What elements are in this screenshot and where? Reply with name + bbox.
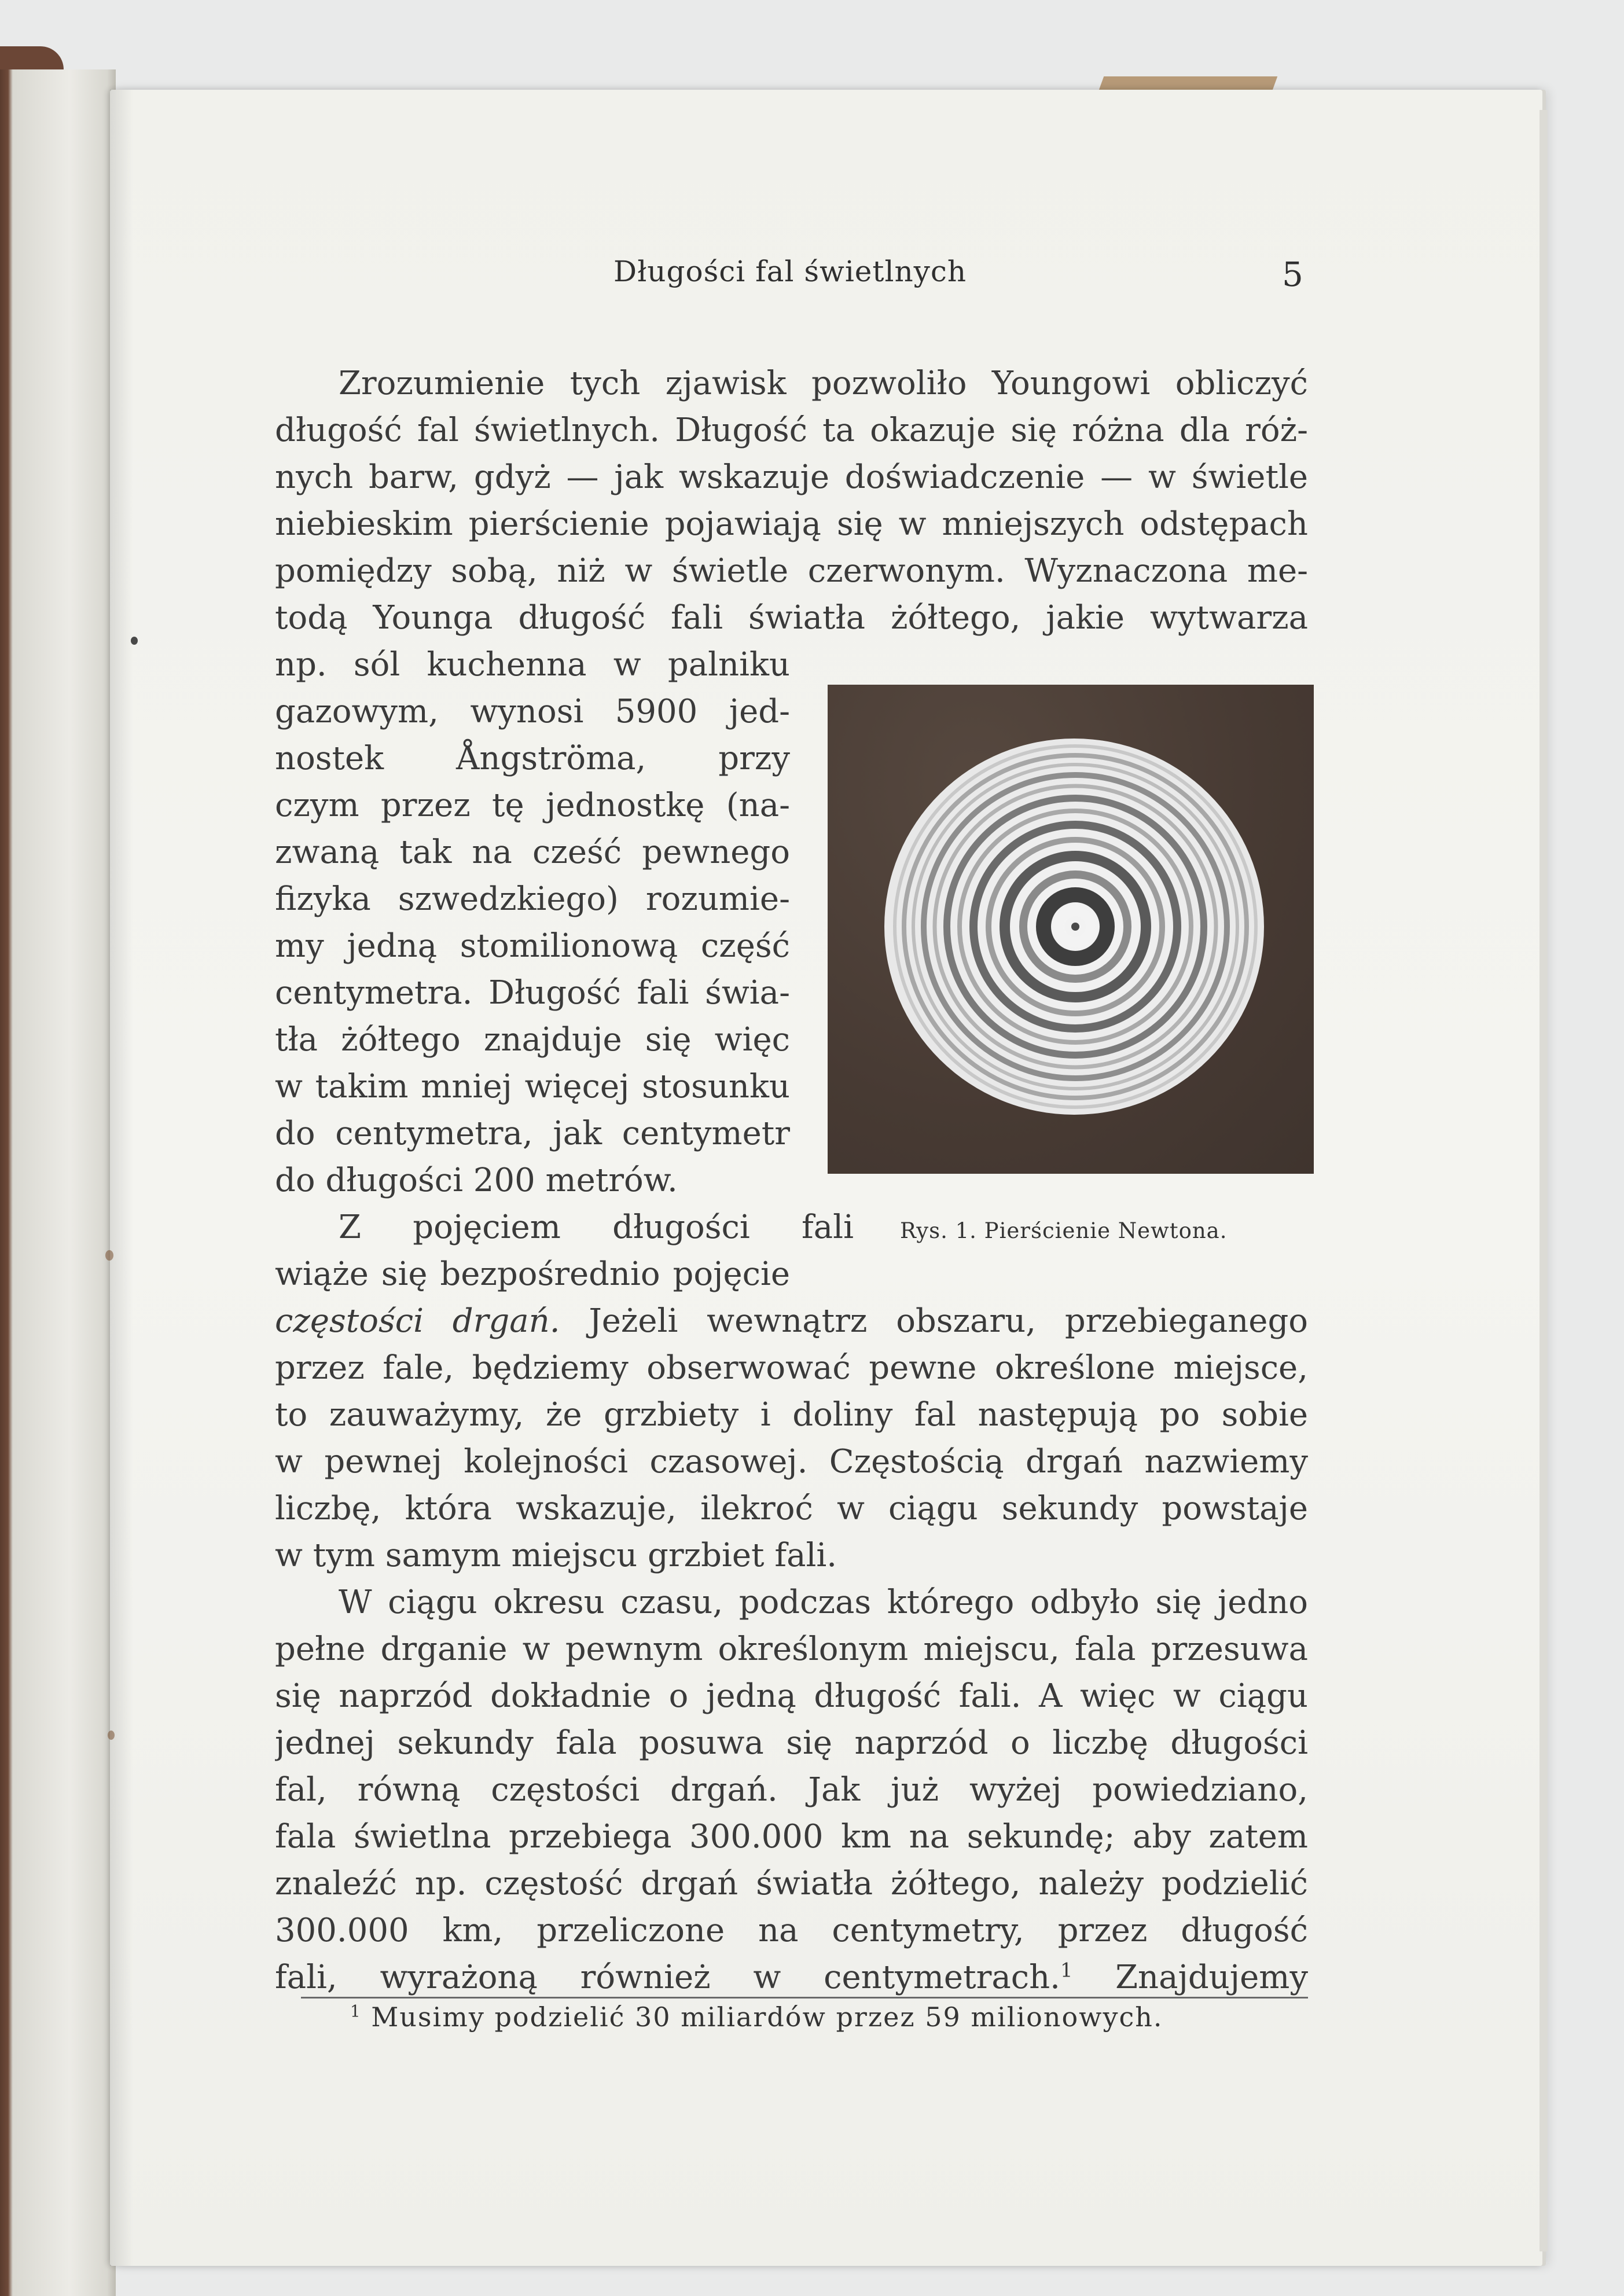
running-head: Długości fal świetlnych (613, 255, 967, 288)
footnote (350, 2001, 1163, 2033)
footnote-marker: 1 (350, 2001, 362, 2021)
previous-page-edge (0, 69, 116, 2296)
text-line: jednej sekundy fala posuwa się naprzód o liczbę długości (275, 1724, 1308, 1762)
text-line: w takim mniej więcej stosunku (275, 1068, 790, 1105)
text-fragment: Jeżeli wewnątrz obszaru, przebieganego (589, 1302, 1308, 1340)
text-line: nych barw, gdyż — jak wskazuje doświadczenie — w świetle (275, 458, 1308, 496)
text-line: fizyka szwedzkiego) rozumie- (275, 880, 790, 918)
text-line: do centymetra, jak centymetr (275, 1115, 790, 1152)
page-number: 5 (1282, 255, 1303, 294)
text-line: zwaną tak na cześć pewnego (275, 833, 790, 871)
text-line: 300.000 km, przeliczone na centymetry, przez długość (275, 1912, 1308, 1949)
text-line: w tym samym miejscu grzbiet fali. (275, 1537, 837, 1574)
text-line: w pewnej kolejności czasowej. Częstością drgań nazwiemy (275, 1443, 1308, 1481)
text-line: znaleźć np. częstość drgań światła żółtego, należy podzielić (275, 1865, 1308, 1902)
text-fragment: fali, wyrażoną również w centymetrach. (275, 1959, 1060, 1996)
text-line: się naprzód dokładnie o jedną długość fali. A więc w ciągu (275, 1677, 1308, 1715)
text-line: my jedną stomilionową część (275, 927, 790, 965)
newton-rings-image (828, 685, 1314, 1174)
text-line: Zrozumienie tych zjawisk pozwoliło Youngowi obliczyć (339, 365, 1308, 402)
text-line: centymetra. Długość fali świa- (275, 974, 790, 1012)
italic-term: częstości drgań. (275, 1302, 560, 1340)
paragraph-2 (275, 1298, 1308, 1579)
text-line: długość fal świetlnych. Długość ta okazuje się różna dla róż- (275, 412, 1308, 449)
text-line: gazowym, wynosi 5900 jed- (275, 693, 790, 730)
text-line: liczbę, która wskazuje, ilekroć w ciągu sekundy powstaje (275, 1490, 1308, 1527)
binding-shadow (110, 90, 133, 2266)
text-line: nostek Ångströma, przy (275, 740, 790, 777)
text-line: np. sól kuchenna w palniku (275, 646, 790, 684)
newton-rings-figure (828, 685, 1314, 1174)
page-stack-edge (1540, 110, 1548, 2251)
ink-spot (131, 637, 138, 645)
text-line: to zauważymy, że grzbiety i doliny fal następują po sobie (275, 1396, 1308, 1434)
paragraph-1 (275, 360, 1308, 641)
text-line (275, 1954, 1308, 2001)
text-line: przez fale, będziemy obserwować pewne określone miejsce, (275, 1349, 1308, 1387)
text-line: niebieskim pierścienie pojawiają się w mniejszych odstępach (275, 505, 1308, 543)
text-line (275, 1298, 1308, 1344)
text-line: fala świetlna przebiega 300.000 km na sekundę; aby zatem (275, 1818, 1308, 1856)
foxing-spot (108, 1731, 115, 1740)
text-line: pełne drganie w pewnym określonym miejscu, fala przesuwa (275, 1630, 1308, 1668)
text-line: todą Younga długość fali światła żółtego, jakie wytwarza (275, 599, 1308, 637)
text-line: Z pojęciem długości fali (339, 1208, 854, 1246)
foxing-spot (105, 1250, 113, 1261)
text-line: wiąże się bezpośrednio pojęcie (275, 1255, 790, 1293)
text-line: do długości 200 metrów. (275, 1162, 678, 1199)
text-fragment: Znajdujemy (1115, 1959, 1308, 1996)
footnote-reference: 1 (1060, 1959, 1073, 1982)
footnote-rule (301, 1997, 1308, 1999)
text-line: W ciągu okresu czasu, podczas którego odbyło się jedno (339, 1584, 1308, 1621)
text-line: pomiędzy sobą, niż w świetle czerwonym. Wyznaczona me- (275, 552, 1308, 590)
text-line: czym przez tę jednostkę (na- (275, 787, 790, 824)
footnote-text: Musimy podzielić 30 miliardów przez 59 milionowych. (371, 2001, 1163, 2033)
text-line: fal, równą częstości drgań. Jak już wyżej powiedziano, (275, 1771, 1308, 1809)
paragraph-3 (275, 1579, 1308, 2001)
text-line: tła żółtego znajduje się więc (275, 1021, 790, 1059)
figure-caption: Rys. 1. Pierścienie Newtona. (900, 1218, 1228, 1243)
